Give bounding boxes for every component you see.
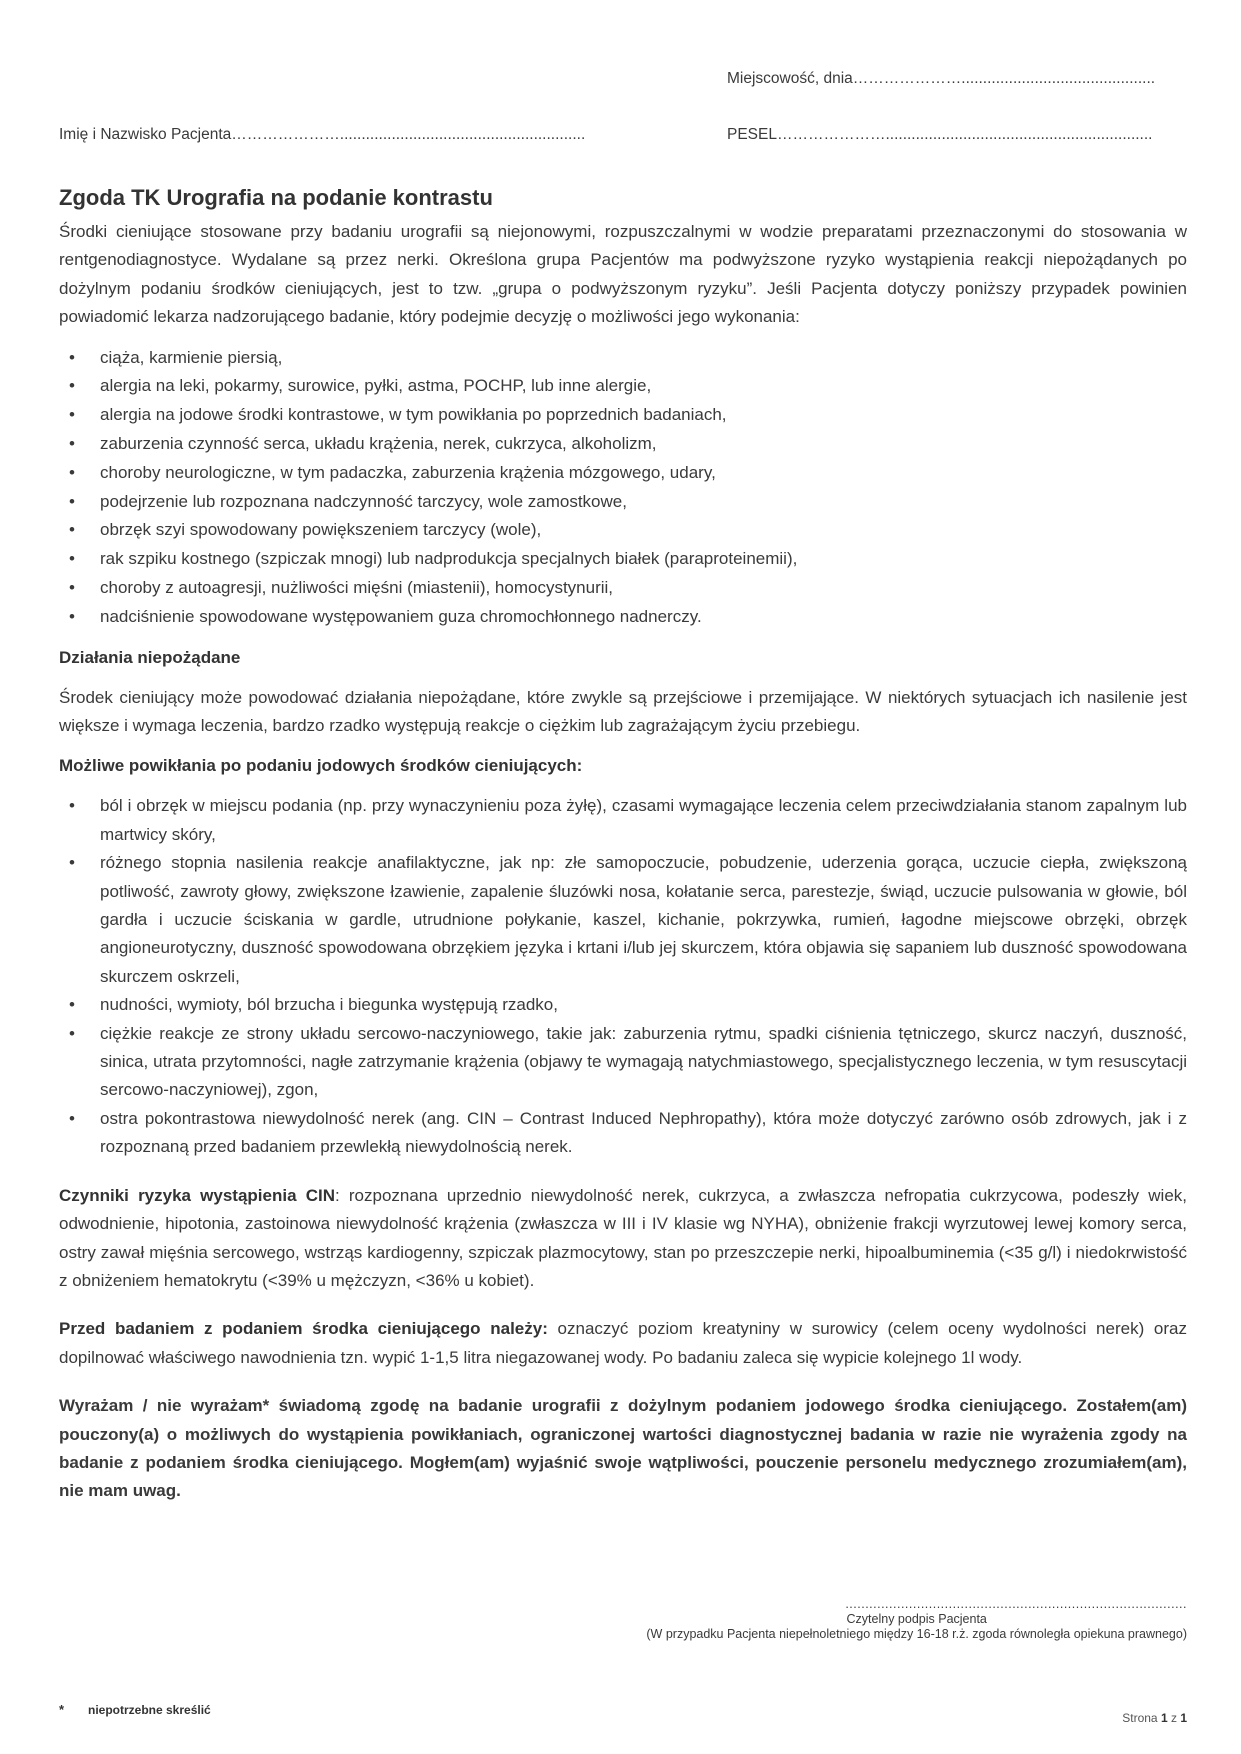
cin-paragraph xyxy=(59,1182,1187,1296)
bullet-icon: • xyxy=(69,434,75,454)
signature-line: ...................................................................................... xyxy=(845,1597,1187,1611)
cin-text: : rozpoznana uprzednio niewydolność nerek, cukrzyca, a zwłaszcza nefropatia cukrzycowa, podeszły wiek, odwodnienie, hipotonia, zastoinowa niewydolność krążenia (zwłaszcza w III i IV klasie wg NYHA), obniżenie frakcji wyrzutowej lewej komory serca, ostry zawał mięśnia sercowego, wstrząs kardiogenny, szpiczak plazmocytowy, stan po przeszczepie nerki, hipoalbuminemia (<35 g/l) i niedokrwistość z obniżeniem hematokrytu (<39% u mężczyzn, <36% u kobiet). xyxy=(59,1185,1188,1290)
list-item: • alergia na leki, pokarmy, surowice, pyłki, astma, POCHP, lub inne alergie, xyxy=(59,372,1187,401)
complications-list xyxy=(59,792,1187,1161)
bullet-icon: • xyxy=(69,347,75,367)
signature-block xyxy=(646,1597,1187,1642)
list-item: • rak szpiku kostnego (szpiczak mnogi) lub nadprodukcja specjalnych białek (paraproteinemii), xyxy=(59,545,1187,574)
adverse-heading: Działania niepożądane xyxy=(59,647,241,667)
pesel-field: PESEL………………….............................................................. xyxy=(727,126,1153,143)
bullet-icon: • xyxy=(69,549,75,569)
bullet-icon: • xyxy=(69,1108,75,1128)
signature-note: (W przypadku Pacjenta niepełnoletniego między 16-18 r.ż. zgoda równoległa opiekuna prawnego) xyxy=(646,1627,1187,1641)
list-item: • choroby neurologiczne, w tym padaczka, zaburzenia krążenia mózgowego, udary, xyxy=(59,459,1187,488)
bullet-icon: • xyxy=(69,520,75,540)
place-date-field: Miejscowość, dnia…………………............................................. xyxy=(727,70,1156,87)
before-paragraph xyxy=(59,1315,1187,1372)
list-item: • ciężkie reakcje ze strony układu sercowo-naczyniowego, takie jak: zaburzenia rytmu, spadki ciśnienia tętniczego, skurcz naczyń, duszność, sinica, utrata przytomności, nagłe zatrzymanie krążenia (objawy te wymagają natychmiastowego, specjalistycznego leczenia, w tym resuscytacji sercowo-naczyniowej), zgon, xyxy=(59,1020,1187,1105)
document-title: Zgoda TK Urografia na podanie kontrastu xyxy=(59,185,493,210)
list-item: • ostra pokontrastowa niewydolność nerek (ang. CIN – Contrast Induced Nephropathy), która może dotyczyć zarówno osób zdrowych, jak i z rozpoznaną przed badaniem przewlekłą niewydolnością nerek. xyxy=(59,1105,1187,1162)
signature-label: Czytelny podpis Pacjenta xyxy=(846,1612,987,1626)
intro-paragraph: Środki cieniujące stosowane przy badaniu urografii są niejonowymi, rozpuszczalnymi w wodzie preparatami przeznaczonymi do stosowania w rentgenodiagnostyce. Wydalane są przez nerki. Określona grupa Pacjentów ma podwyższone ryzyko wystąpienia reakcji niepożądanych po dożylnym podaniu środków cieniujących, jest to tzw. „grupa o podwyższonym ryzyku”. Jeśli Pacjenta dotyczy poniższy przypadek powinien powiadomić lekarza nadzorującego badanie, który podejmie decyzję o możliwości jego wykonania: xyxy=(59,222,1187,327)
bullet-icon: • xyxy=(69,606,75,626)
adverse-paragraph: Środek cieniujący może powodować działania niepożądane, które zwykle są przejściowe i przemijające. W niektórych sytuacjach ich nasilenie jest większe i wymaga leczenia, bardzo rzadko występują reakcje o ciężkim lub zagrażającym życiu przebiegu. xyxy=(59,687,1187,735)
list-item: • ciąża, karmienie piersią, xyxy=(59,344,1187,373)
asterisk-icon: * xyxy=(59,1702,65,1717)
bullet-icon: • xyxy=(69,1023,75,1043)
footnote-text: niepotrzebne skreślić xyxy=(88,1703,211,1717)
bullet-icon: • xyxy=(69,462,75,482)
list-item: • nudności, wymioty, ból brzucha i biegunka występują rzadko, xyxy=(59,991,1187,1019)
before-text: oznaczyć poziom kreatyniny w surowicy (celem oceny wydolności nerek) oraz dopilnować właściwego nawodnienia tzn. wypić 1-1,5 litra niegazowanej wody. Po badaniu zaleca się wypicie kolejnego 1l wody. xyxy=(59,1319,1187,1367)
list-item: • ból i obrzęk w miejscu podania (np. przy wynaczynieniu poza żyłę), czasami wymagające leczenia celem przeciwdziałania stanom zapalnym lub martwicy skóry, xyxy=(59,792,1187,849)
risk-list xyxy=(59,344,1187,632)
before-label: Przed badaniem z podaniem środka cieniującego należy: xyxy=(59,1319,548,1339)
list-item: • obrzęk szyi spowodowany powiększeniem tarczycy (wole), xyxy=(59,516,1187,545)
list-item: • choroby z autoagresji, nużliwości mięśni (miastenii), homocystynurii, xyxy=(59,574,1187,603)
complications-heading: Możliwe powikłania po podaniu jodowych środków cieniujących: xyxy=(59,756,583,776)
cin-label: Czynniki ryzyka wystąpienia CIN xyxy=(59,1185,335,1205)
bullet-icon: • xyxy=(69,796,75,816)
bullet-icon: • xyxy=(69,578,75,597)
patient-name-field: Imię i Nazwisko Pacjenta…………………......................................................... xyxy=(59,126,586,143)
document-body xyxy=(59,184,1187,1506)
list-item: • nadciśnienie spowodowane występowaniem guza chromochłonnego nadnerczy. xyxy=(59,603,1187,632)
bullet-icon: • xyxy=(69,853,75,873)
bullet-icon: • xyxy=(69,995,75,1015)
bullet-icon: • xyxy=(69,405,75,425)
page-number: Strona 1 z 1 xyxy=(1122,1711,1187,1725)
bullet-icon: • xyxy=(69,376,75,396)
list-item: • różnego stopnia nasilenia reakcje anafilaktyczne, jak np: złe samopoczucie, pobudzenie, uderzenia gorąca, uczucie ciepła, zwiększoną potliwość, zawroty głowy, zwiększone łzawienie, zapalenie śluzówki nosa, kołatanie serca, parestezje, świąd, uczucie pulsowania w głowie, ból gardła i uczucie ściskania w gardle, utrudnione połykanie, kaszel, kichanie, pokrzywka, rumień, łagodne miejscowe obrzęki, obrzęk angioneurotyczny, duszność spowodowana obrzękiem języka i krtani i/lub jej skurczem, która objawia się sapaniem lub duszność spowodowana skurczem oskrzeli, xyxy=(59,849,1187,991)
bullet-icon: • xyxy=(69,491,75,511)
list-item: • alergia na jodowe środki kontrastowe, w tym powikłania po poprzednich badaniach, xyxy=(59,401,1187,430)
consent-statement: Wyrażam / nie wyrażam* świadomą zgodę na badanie urografii z dożylnym podaniem jodowego środka cieniującego. Zostałem(am) pouczony(a) o możliwych do wystąpienia powikłaniach, ograniczonej wartości diagnostycznej badania w razie nie wyrażenia zgody na badanie z podaniem środka cieniującego. Mogłem(am) wyjaśnić swoje wątpliwości, pouczenie personelu medycznego zrozumiałem(am), nie mam uwag. xyxy=(59,1396,1187,1501)
list-item: • podejrzenie lub rozpoznana nadczynność tarczycy, wole zamostkowe, xyxy=(59,488,1187,517)
footnote xyxy=(59,1702,211,1717)
list-item: • zaburzenia czynność serca, układu krążenia, nerek, cukrzyca, alkoholizm, xyxy=(59,430,1187,459)
